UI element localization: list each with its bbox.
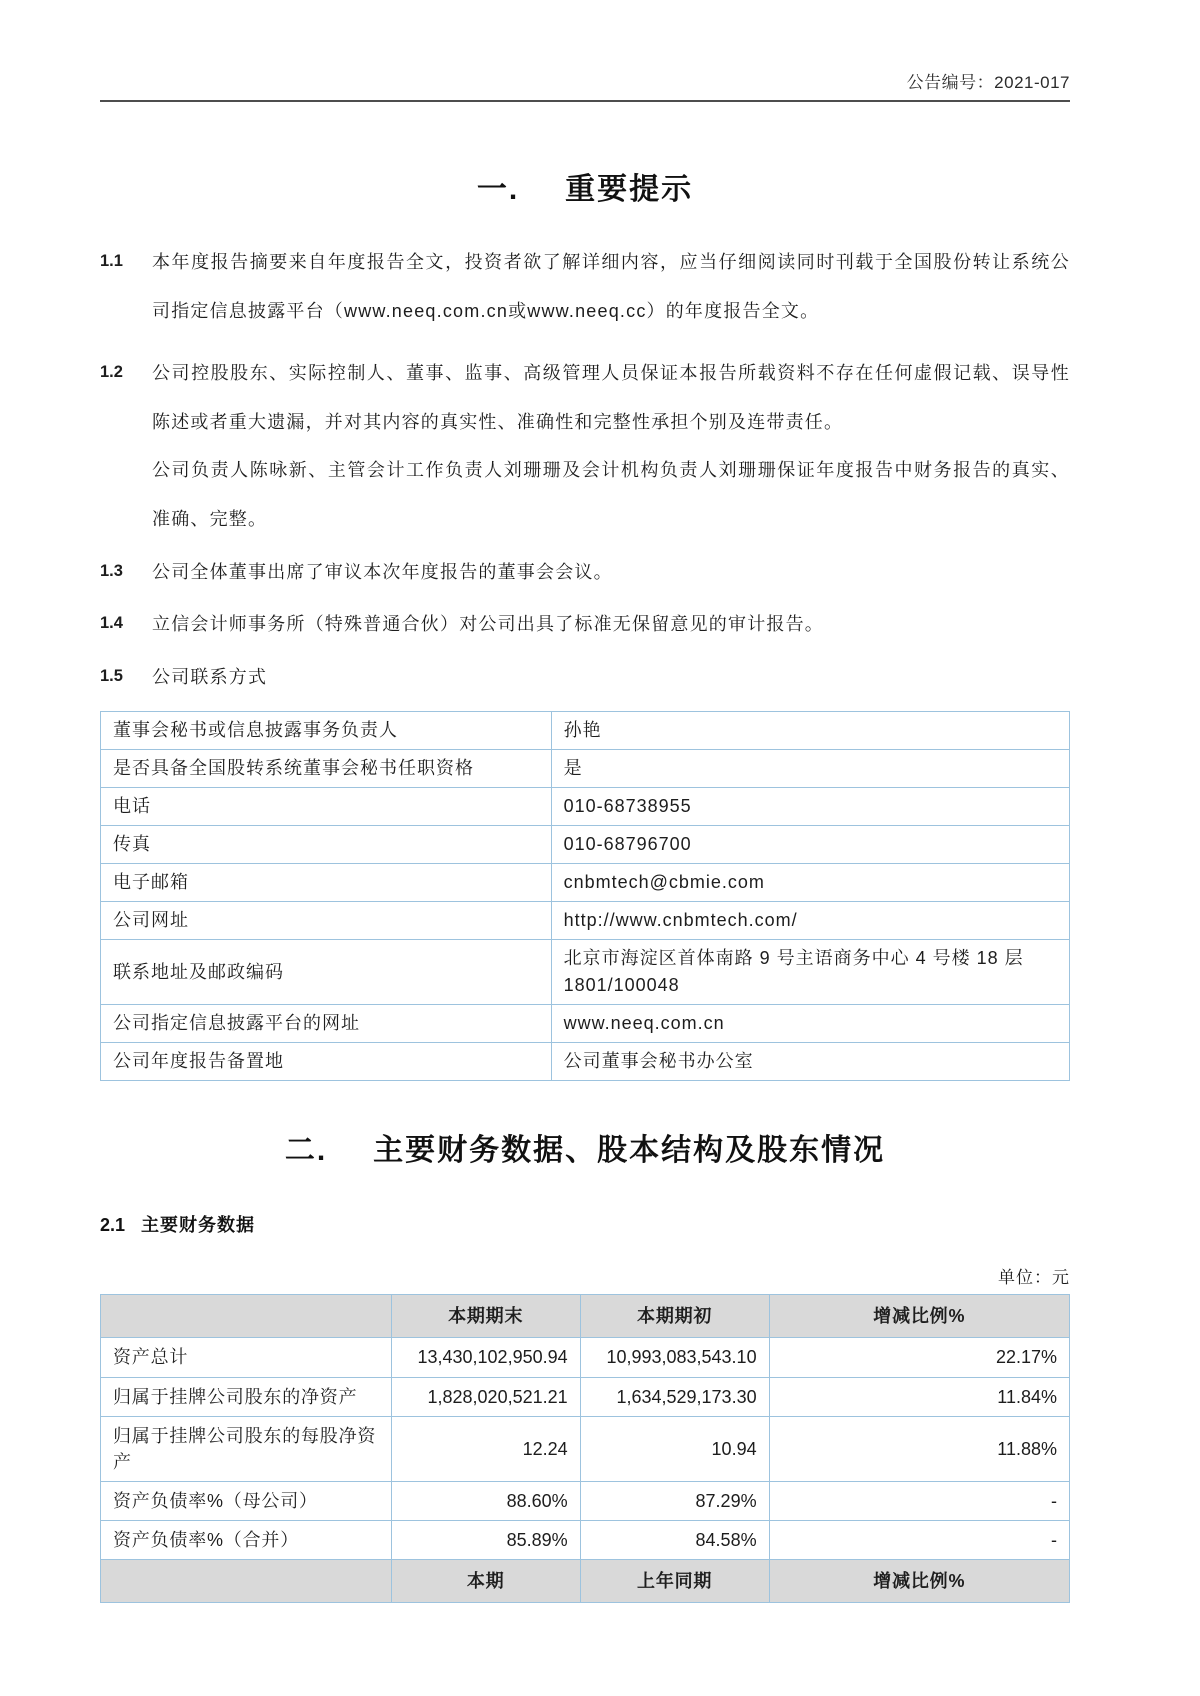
table-row (101, 788, 1070, 826)
fin-value-begin: 10.94 (580, 1416, 769, 1481)
table-row (101, 1043, 1070, 1081)
footer-cell-current-period: 本期 (391, 1560, 580, 1603)
contact-value: www.neeq.com.cn (551, 1005, 1069, 1043)
contact-value: cnbmtech@cbmie.com (551, 864, 1069, 902)
section2-number: 二. (284, 1134, 328, 1168)
fin-value-end: 12.24 (391, 1416, 580, 1481)
header-cell-period-end: 本期期末 (391, 1295, 580, 1338)
table-row (101, 826, 1070, 864)
table-row (101, 1338, 1070, 1377)
fin-value-begin: 1,634,529,173.30 (580, 1377, 769, 1416)
item-paragraph-1: 公司控股股东、实际控制人、董事、监事、高级管理人员保证本报告所载资料不存在任何虚假记载、误导性陈述或者重大遗漏，并对其内容的真实性、准确性和完整性承担个别及连带责任。 (152, 363, 1070, 432)
header-cell-change: 增减比例% (769, 1295, 1069, 1338)
contact-value: 公司董事会秘书办公室 (551, 1043, 1069, 1081)
item-1-2 (100, 349, 1070, 543)
table-row (101, 940, 1070, 1005)
table-row (101, 1416, 1070, 1481)
table-row (101, 750, 1070, 788)
table-row (101, 902, 1070, 940)
contact-label: 传真 (101, 826, 552, 864)
fin-value-change: - (769, 1520, 1069, 1559)
table-row (101, 864, 1070, 902)
contact-value: 是 (551, 750, 1069, 788)
item-text: 公司全体董事出席了审议本次年度报告的董事会会议。 (152, 561, 613, 582)
contact-value: 孙艳 (551, 712, 1069, 750)
item-1-5 (100, 653, 1070, 702)
table-footer-header-row (101, 1560, 1070, 1603)
financial-table (100, 1294, 1070, 1603)
table-row (101, 712, 1070, 750)
contact-value-line2: 1801/100048 (563, 975, 680, 996)
contact-label: 电话 (101, 788, 552, 826)
subsection-title-text: 主要财务数据 (141, 1215, 256, 1236)
fin-value-end: 85.89% (391, 1520, 580, 1559)
fin-value-change: 11.88% (769, 1416, 1069, 1481)
contact-label: 董事会秘书或信息披露事务负责人 (101, 712, 552, 750)
footer-cell-blank (101, 1560, 392, 1603)
fin-value-change: 22.17% (769, 1338, 1069, 1377)
contact-value (551, 940, 1069, 1005)
header-cell-period-begin: 本期期初 (580, 1295, 769, 1338)
table-row (101, 1005, 1070, 1043)
subsection-2-1-heading (100, 1211, 1070, 1237)
subsection-number: 2.1 (100, 1215, 126, 1236)
doc-header (100, 68, 1070, 100)
fin-row-label: 归属于挂牌公司股东的每股净资产 (101, 1416, 392, 1481)
fin-value-begin: 84.58% (580, 1520, 769, 1559)
footer-cell-change: 增减比例% (769, 1560, 1069, 1603)
unit-label: 单位：元 (998, 1268, 1070, 1288)
item-number: 1.4 (100, 614, 123, 633)
header-cell-blank (101, 1295, 392, 1338)
item-text: 立信会计师事务所（特殊普通合伙）对公司出具了标准无保留意见的审计报告。 (152, 614, 824, 635)
item-number: 1.5 (100, 666, 123, 685)
table-header-row (101, 1295, 1070, 1338)
fin-row-label: 资产负债率%（母公司） (101, 1481, 392, 1520)
table-row (101, 1377, 1070, 1416)
item-number: 1.3 (100, 561, 123, 580)
table-row (101, 1481, 1070, 1520)
header-divider (100, 100, 1070, 102)
contact-label: 是否具备全国股转系统董事会秘书任职资格 (101, 750, 552, 788)
item-number: 1.2 (100, 363, 123, 382)
item-number: 1.1 (100, 252, 123, 270)
contact-value: 010-68738955 (551, 788, 1069, 826)
contact-value: http://www.cnbmtech.com/ (551, 902, 1069, 940)
item-1-4 (100, 600, 1070, 649)
contact-value: 010-68796700 (551, 826, 1069, 864)
fin-value-change: 11.84% (769, 1377, 1069, 1416)
fin-row-label: 归属于挂牌公司股东的净资产 (101, 1377, 392, 1416)
item-text (152, 349, 1070, 543)
fin-value-end: 13,430,102,950.94 (391, 1338, 580, 1377)
section2-title-text: 主要财务数据、股本结构及股东情况 (373, 1134, 886, 1168)
item-paragraph-2: 公司负责人陈咏新、主管会计工作负责人刘珊珊及会计机构负责人刘珊珊保证年度报告中财务报告的真实、准确、完整。 (152, 460, 1070, 529)
contact-value-line1: 北京市海淀区首体南路 9 号主语商务中心 4 号楼 18 层 (563, 948, 1024, 969)
section2-title (100, 1125, 1070, 1169)
fin-value-change: - (769, 1481, 1069, 1520)
item-1-1 (100, 238, 1070, 335)
contact-label: 联系地址及邮政编码 (101, 940, 552, 1005)
contact-table (100, 711, 1070, 1081)
notice-number: 公告编号：2021-017 (906, 73, 1070, 92)
contact-label: 电子邮箱 (101, 864, 552, 902)
fin-value-end: 1,828,020,521.21 (391, 1377, 580, 1416)
fin-value-begin: 87.29% (580, 1481, 769, 1520)
item-text: 本年度报告摘要来自年度报告全文，投资者欲了解详细内容，应当仔细阅读同时刊载于全国股份转让系统公司指定信息披露平台（www.neeq.com.cn或www.neeq.cc）的年度报告全文。 (152, 252, 1070, 321)
fin-row-label: 资产总计 (101, 1338, 392, 1377)
item-1-3 (100, 548, 1070, 597)
section1-title (100, 164, 1070, 208)
fin-row-label: 资产负债率%（合并） (101, 1520, 392, 1559)
section1-number: 一. (476, 173, 520, 206)
fin-value-end: 88.60% (391, 1481, 580, 1520)
section1-title-text: 重要提示 (565, 173, 694, 206)
item-text: 公司联系方式 (152, 666, 268, 687)
contact-label: 公司网址 (101, 902, 552, 940)
footer-cell-prior-period: 上年同期 (580, 1560, 769, 1603)
contact-label: 公司年度报告备置地 (101, 1043, 552, 1081)
contact-label: 公司指定信息披露平台的网址 (101, 1005, 552, 1043)
table-row (101, 1520, 1070, 1559)
fin-value-begin: 10,993,083,543.10 (580, 1338, 769, 1377)
